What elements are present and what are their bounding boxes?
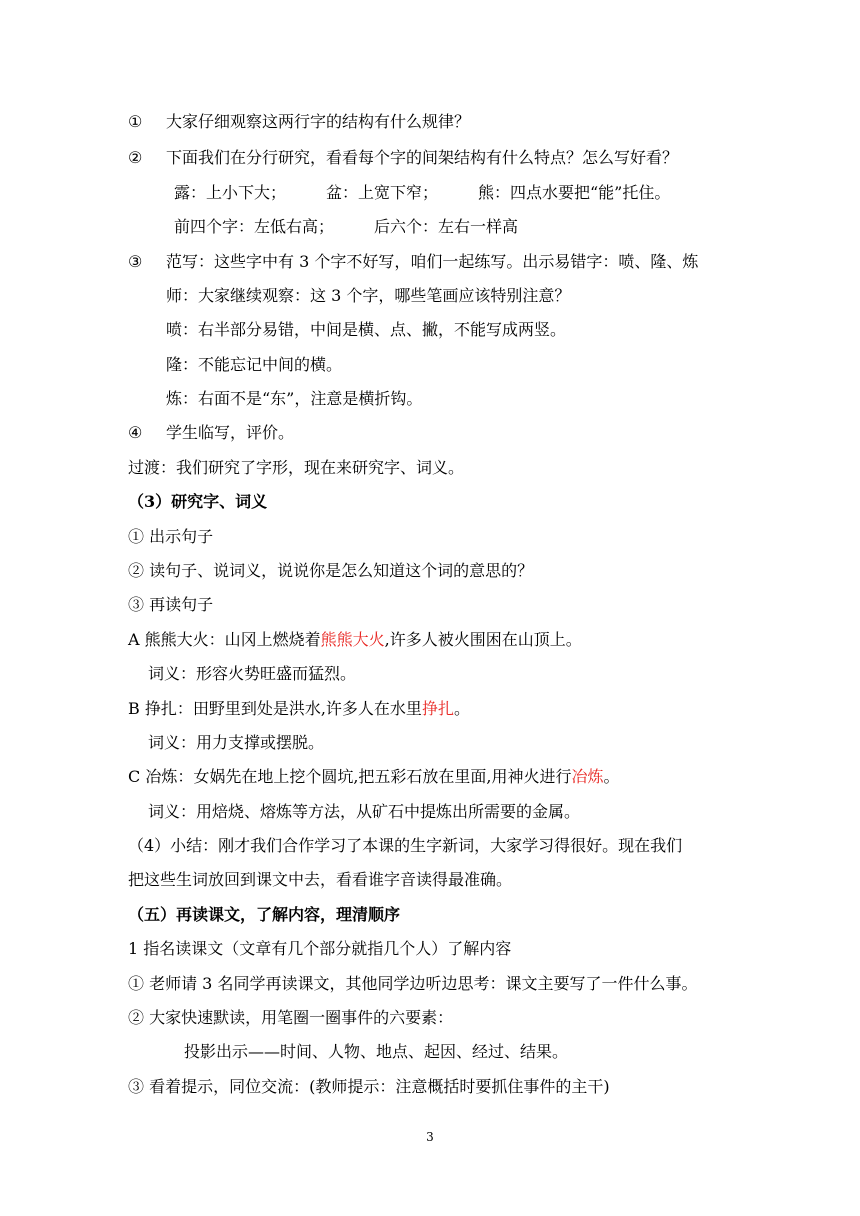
line-text: 范写：这些字中有 3 个字不好写，咱们一起练写。出示易错字：喷、隆、炼 xyxy=(166,252,699,271)
word-meaning-line: 词义：用焙烧、熔炼等方法，从矿石中提炼出所需要的金属。 xyxy=(148,802,581,821)
example-sentence-c xyxy=(128,766,620,788)
list-item: ③ 看着提示，同位交流：(教师提示：注意概括时要抓住事件的主干) xyxy=(128,1077,610,1096)
word-meaning-line: 词义：形容火势旺盛而猛烈。 xyxy=(148,664,357,683)
list-item: ① 出示句子 xyxy=(128,527,214,546)
section-heading: （五）再读课文，了解内容，理清顺序 xyxy=(128,905,401,924)
step-3-line xyxy=(128,251,698,273)
highlighted-word: 熊熊大火 xyxy=(320,630,385,649)
step-1-line xyxy=(128,111,470,133)
summary-line: （4）小结：刚才我们合作学习了本课的生字新词，大家学习得很好。现在我们 xyxy=(128,836,683,855)
line-text: 大家仔细观察这两行字的结构有什么规律？ xyxy=(166,112,471,131)
circled-number: ④ xyxy=(128,423,143,442)
sentence-text: A 熊熊大火：山冈上燃烧着 xyxy=(128,630,321,649)
line-text: 学生临写，评价。 xyxy=(166,423,295,442)
highlighted-word: 冶炼 xyxy=(571,767,604,786)
list-item: ③ 再读句子 xyxy=(128,595,214,614)
char-note-line: 喷：右半部分易错，中间是横、点、撇，不能写成两竖。 xyxy=(166,320,567,339)
word-meaning-line: 词义：用力支撑或摆脱。 xyxy=(148,733,325,752)
sentence-text: 。 xyxy=(603,767,620,786)
char-note-line: 炼：右面不是“东”，注意是横折钩。 xyxy=(166,389,423,408)
circled-number: ② xyxy=(128,148,143,167)
example-sentence-b xyxy=(128,698,470,720)
list-item: 1 指名读课文（文章有几个部分就指几个人）了解内容 xyxy=(128,939,512,958)
sentence-text: 。 xyxy=(453,699,470,718)
list-item: ② 读句子、说词义，说说你是怎么知道这个词的意思的？ xyxy=(128,561,534,580)
sentence-text: ,许多人被火围困在山顶上。 xyxy=(384,630,582,649)
list-item: ② 大家快速默读，用笔圈一圈事件的六要素： xyxy=(128,1008,454,1027)
sentence-text: B 挣扎：田野里到处是洪水,许多人在水里 xyxy=(128,699,422,718)
list-item: ① 老师请 3 名同学再读课文，其他同学边听边思考：课文主要写了一件什么事。 xyxy=(128,974,698,993)
structure-note-line: 露：上小下大； 盆：上宽下窄； 熊：四点水要把“能”托住。 xyxy=(174,183,671,202)
step-2-line xyxy=(128,147,678,169)
teacher-line: 师：大家继续观察：这 3 个字，哪些笔画应该特别注意？ xyxy=(166,286,571,305)
sentence-text: C 冶炼：女娲先在地上挖个圆坑,把五彩石放在里面,用神火进行 xyxy=(128,767,572,786)
circled-number: ① xyxy=(128,112,143,131)
page-number: 3 xyxy=(426,1130,434,1144)
char-note-line: 隆：不能忘记中间的横。 xyxy=(166,355,343,374)
projection-line: 投影出示——时间、人物、地点、起因、经过、结果。 xyxy=(184,1042,569,1061)
example-sentence-a xyxy=(128,629,582,651)
highlighted-word: 挣扎 xyxy=(421,699,454,718)
line-text: 下面我们在分行研究，看看每个字的间架结构有什么特点？怎么写好看？ xyxy=(166,148,679,167)
transition-line: 过渡：我们研究了字形，现在来研究字、词义。 xyxy=(128,458,465,477)
section-heading: （3）研究字、词义 xyxy=(128,492,268,511)
structure-note-line: 前四个字：左低右高； 后六个：左右一样高 xyxy=(174,217,519,236)
step-4-line xyxy=(128,422,294,444)
summary-line: 把这些生词放回到课文中去，看看谁字音读得最准确。 xyxy=(128,870,513,889)
circled-number: ③ xyxy=(128,252,143,271)
